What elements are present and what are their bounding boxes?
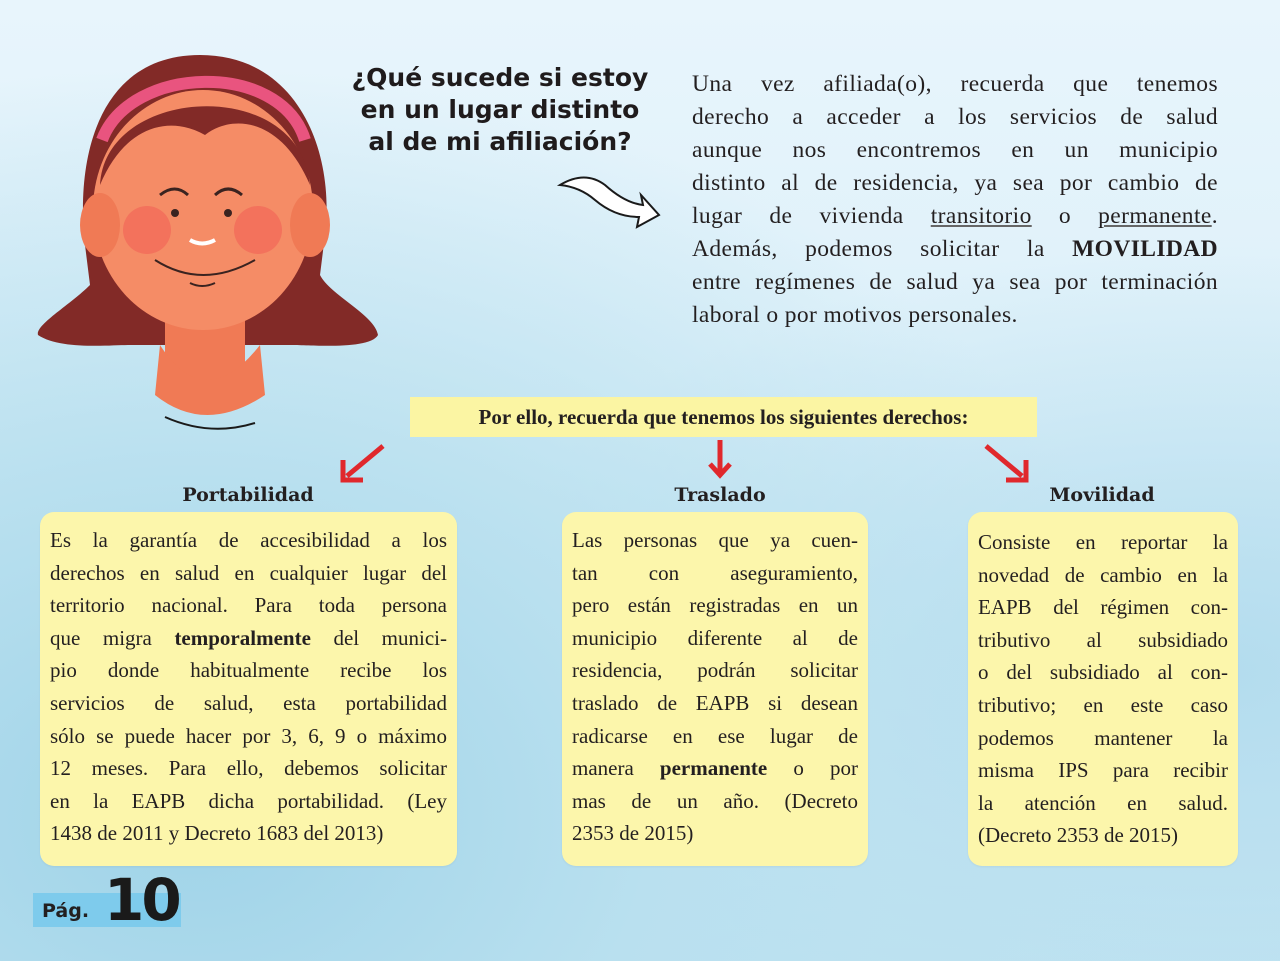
text-segment: entre regímenes de salud ya sea por terminación bbox=[692, 269, 1218, 295]
text-line bbox=[50, 817, 447, 850]
text-line bbox=[978, 819, 1228, 852]
text-segment: lugar de vivienda bbox=[692, 203, 931, 229]
text-line bbox=[978, 591, 1228, 624]
text-line bbox=[572, 785, 858, 818]
text-line bbox=[572, 622, 858, 655]
curved-arrow-icon bbox=[555, 165, 665, 235]
text-line bbox=[692, 134, 1218, 167]
text-line bbox=[692, 101, 1218, 134]
page-label: Pág. bbox=[42, 900, 90, 922]
text-segment: novedad de cambio en la bbox=[978, 562, 1228, 587]
question-heading bbox=[330, 62, 670, 158]
text-line bbox=[692, 167, 1218, 200]
text-segment: 1438 de 2011 y Decreto 1683 del 2013) bbox=[50, 821, 384, 846]
text-line bbox=[572, 524, 858, 557]
text-segment: misma IPS para recibir bbox=[978, 758, 1228, 783]
text-line bbox=[978, 787, 1228, 820]
arrow-down-left-icon bbox=[335, 440, 390, 485]
text-line bbox=[50, 687, 447, 720]
text-segment: residencia, podrán solicitar bbox=[572, 658, 858, 683]
text-line bbox=[978, 624, 1228, 657]
underlined-text: transitorio bbox=[930, 203, 1032, 229]
portabilidad-heading: Portabilidad bbox=[182, 484, 314, 506]
underlined-text: permanente bbox=[1098, 203, 1212, 229]
text-line bbox=[692, 266, 1218, 299]
text-segment: 12 meses. Para ello, debemos solicitar bbox=[50, 756, 447, 781]
bold-text: temporalmente bbox=[174, 625, 311, 650]
text-segment: del munici- bbox=[310, 625, 447, 650]
text-line bbox=[978, 526, 1228, 559]
text-line bbox=[572, 589, 858, 622]
arrow-down-icon bbox=[705, 438, 735, 480]
bold-text: MOVILIDAD bbox=[1072, 236, 1218, 262]
text-line bbox=[50, 720, 447, 753]
text-segment: (Decreto 2353 de 2015) bbox=[978, 823, 1179, 848]
text-line bbox=[572, 752, 858, 785]
text-line bbox=[692, 68, 1218, 101]
text-segment: podemos mantener la bbox=[978, 725, 1228, 750]
text-line bbox=[572, 720, 858, 753]
movilidad-box bbox=[968, 512, 1238, 866]
text-line bbox=[50, 785, 447, 818]
question-line: en un lugar distinto bbox=[360, 95, 640, 124]
text-segment: derechos en salud en cualquier lugar del bbox=[50, 560, 447, 585]
text-line bbox=[50, 524, 447, 557]
text-line bbox=[692, 200, 1218, 233]
text-segment: Además, podemos solicitar la bbox=[692, 236, 1073, 262]
text-segment: municipio diferente al de bbox=[572, 625, 858, 650]
text-segment: o bbox=[1031, 203, 1099, 229]
text-segment: manera bbox=[572, 756, 660, 781]
text-segment: EAPB del régimen con- bbox=[978, 595, 1228, 620]
text-segment: que migra bbox=[50, 625, 175, 650]
text-segment: sólo se puede hacer por 3, 6, 9 o máximo bbox=[50, 723, 447, 748]
text-line bbox=[978, 722, 1228, 755]
text-segment: territorio nacional. Para toda persona bbox=[50, 593, 447, 618]
text-segment: servicios de salud, esta portabilidad bbox=[50, 690, 447, 715]
text-segment: traslado de EAPB si desean bbox=[572, 690, 858, 715]
arrow-down-right-icon bbox=[980, 440, 1035, 485]
movilidad-heading: Movilidad bbox=[1049, 484, 1155, 506]
text-segment: 2353 de 2015) bbox=[572, 821, 694, 846]
text-segment: o del subsidiado al con- bbox=[978, 660, 1228, 685]
text-segment: Las personas que ya cuen- bbox=[572, 528, 858, 552]
text-segment: en la EAPB dicha portabilidad. (Ley bbox=[50, 788, 447, 813]
text-line bbox=[50, 752, 447, 785]
text-segment: distinto al de residencia, ya sea por cambio de bbox=[692, 170, 1218, 196]
text-line bbox=[978, 754, 1228, 787]
text-segment: derecho a acceder a los servicios de salud bbox=[692, 104, 1218, 130]
rights-callout: Por ello, recuerda que tenemos los siguientes derechos: bbox=[410, 397, 1037, 437]
text-line bbox=[50, 589, 447, 622]
text-segment: tributivo al subsidiado bbox=[978, 627, 1228, 652]
text-segment: . bbox=[1211, 203, 1218, 229]
text-line bbox=[572, 654, 858, 687]
text-segment: mas de un año. (Decreto bbox=[572, 788, 858, 813]
page-number: 10 bbox=[104, 866, 179, 934]
text-line bbox=[50, 654, 447, 687]
text-line bbox=[572, 557, 858, 590]
text-segment: laboral o por motivos personales. bbox=[692, 302, 1018, 328]
text-line bbox=[50, 557, 447, 590]
traslado-box bbox=[562, 512, 868, 866]
text-segment: aunque nos encontremos en un municipio bbox=[692, 137, 1218, 163]
text-segment: la atención en salud. bbox=[978, 790, 1228, 815]
intro-paragraph bbox=[692, 68, 1218, 332]
text-segment: pero están registradas en un bbox=[572, 593, 858, 618]
text-segment: pio donde habitualmente recibe los bbox=[50, 658, 447, 683]
text-segment: radicarse en ese lugar de bbox=[572, 723, 858, 748]
text-segment: tan con aseguramiento, bbox=[572, 560, 858, 585]
text-segment: tributivo; en este caso bbox=[978, 692, 1228, 717]
text-segment: Es la garantía de accesibilidad a los bbox=[50, 528, 447, 552]
question-line: al de mi afiliación? bbox=[368, 127, 632, 156]
text-line bbox=[978, 559, 1228, 592]
traslado-heading: Traslado bbox=[674, 484, 766, 506]
text-line bbox=[572, 817, 858, 850]
text-segment: o por bbox=[767, 756, 858, 781]
text-segment: Consiste en reportar la bbox=[978, 530, 1228, 554]
text-line bbox=[572, 687, 858, 720]
bold-text: permanente bbox=[659, 756, 768, 781]
text-line bbox=[692, 299, 1218, 332]
text-segment: Una vez afiliada(o), recuerda que tenemos bbox=[692, 71, 1218, 97]
question-line: ¿Qué sucede si estoy bbox=[351, 63, 649, 92]
text-line bbox=[50, 622, 447, 655]
text-line bbox=[692, 233, 1218, 266]
portabilidad-box bbox=[40, 512, 457, 866]
text-line bbox=[978, 656, 1228, 689]
text-line bbox=[978, 689, 1228, 722]
